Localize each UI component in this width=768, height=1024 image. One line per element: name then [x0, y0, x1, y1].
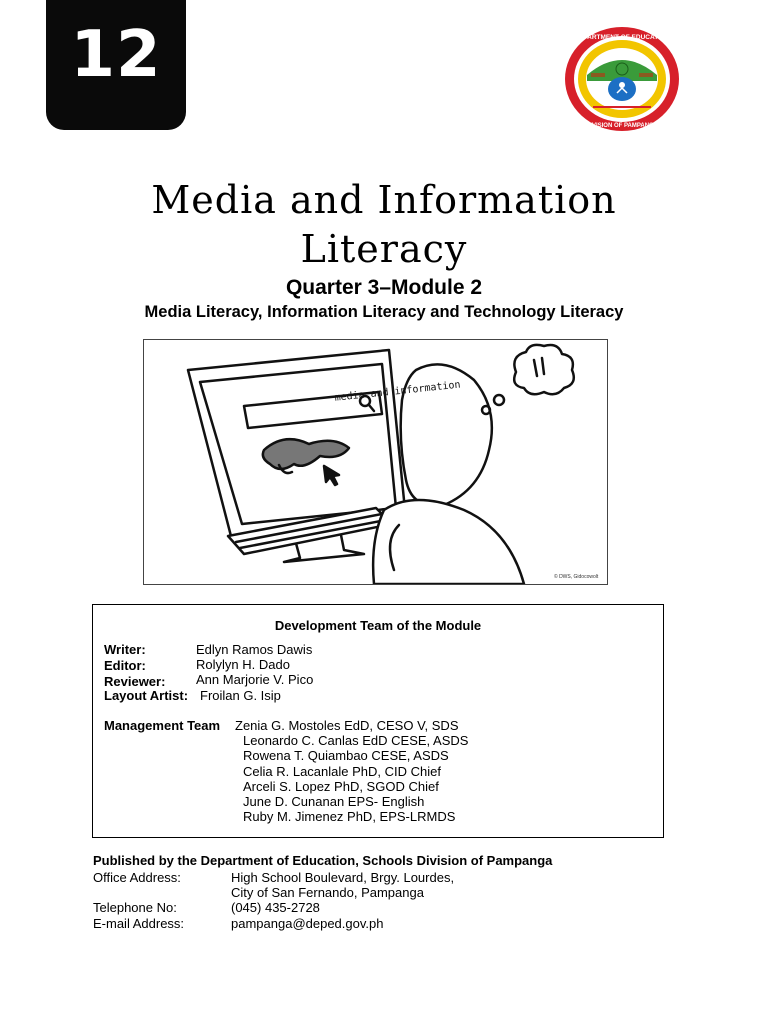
cover-title-line1: Media and Information — [151, 178, 617, 222]
management-member: Celia R. Lacanlale PhD, CID Chief — [243, 764, 441, 779]
telephone-label: Telephone No: — [93, 900, 177, 915]
management-team-label: Management Team — [104, 718, 221, 733]
svg-text:DEPARTMENT OF EDUCATION: DEPARTMENT OF EDUCATION — [574, 34, 670, 41]
management-member: Leonardo C. Canlas EdD CESE, ASDS — [243, 733, 469, 748]
module-quarter: Quarter 3–Module 2 — [285, 276, 483, 299]
reviewer-label: Reviewer: — [104, 674, 166, 689]
management-member: Zenia G. Mostoles EdD, CESO V, SDS — [235, 718, 459, 733]
team-heading: Development Team of the Module — [274, 618, 482, 633]
telephone-number: (045) 435-2728 — [231, 900, 320, 915]
module-subtitle: Media Literacy, Information Literacy and Technology Literacy — [144, 303, 624, 321]
cover-title-line2: Literacy — [300, 227, 468, 271]
email-address: pampanga@deped.gov.ph — [231, 916, 384, 931]
illustration-search-text: media and information — [334, 379, 461, 404]
editor-label: Editor: — [104, 658, 146, 673]
grade-badge — [46, 0, 186, 130]
publisher-line: Published by the Department of Education, Schools Division of Pampanga — [93, 853, 553, 868]
management-member: Arceli S. Lopez PhD, SGOD Chief — [243, 779, 439, 794]
office-address-line2: City of San Fernando, Pampanga — [231, 885, 424, 900]
management-member: Ruby M. Jimenez PhD, EPS-LRMDS — [243, 809, 456, 824]
development-team-box — [92, 604, 664, 838]
office-address-label: Office Address: — [93, 870, 181, 885]
layout-artist-label: Layout Artist: — [104, 688, 189, 703]
reviewer-name: Ann Marjorie V. Pico — [196, 672, 314, 687]
layout-artist-name: Froilan G. Isip — [200, 688, 281, 703]
management-member: Rowena T. Quiambao CESE, ASDS — [243, 748, 449, 763]
email-label: E-mail Address: — [93, 916, 185, 931]
deped-seal-logo — [563, 25, 681, 133]
grade-number: 12 — [70, 18, 162, 92]
management-member: June D. Cunanan EPS- English — [243, 794, 425, 809]
writer-name: Edlyn Ramos Dawis — [196, 642, 313, 657]
illustration-copyright: © DWS, Gidocowolt — [554, 574, 599, 580]
writer-label: Writer: — [104, 642, 146, 657]
office-address-line1: High School Boulevard, Brgy. Lourdes, — [231, 870, 455, 885]
cover-illustration — [143, 339, 608, 585]
editor-name: Rolylyn H. Dado — [196, 657, 290, 672]
svg-text:DIVISION OF PAMPANGA: DIVISION OF PAMPANGA — [585, 123, 659, 129]
